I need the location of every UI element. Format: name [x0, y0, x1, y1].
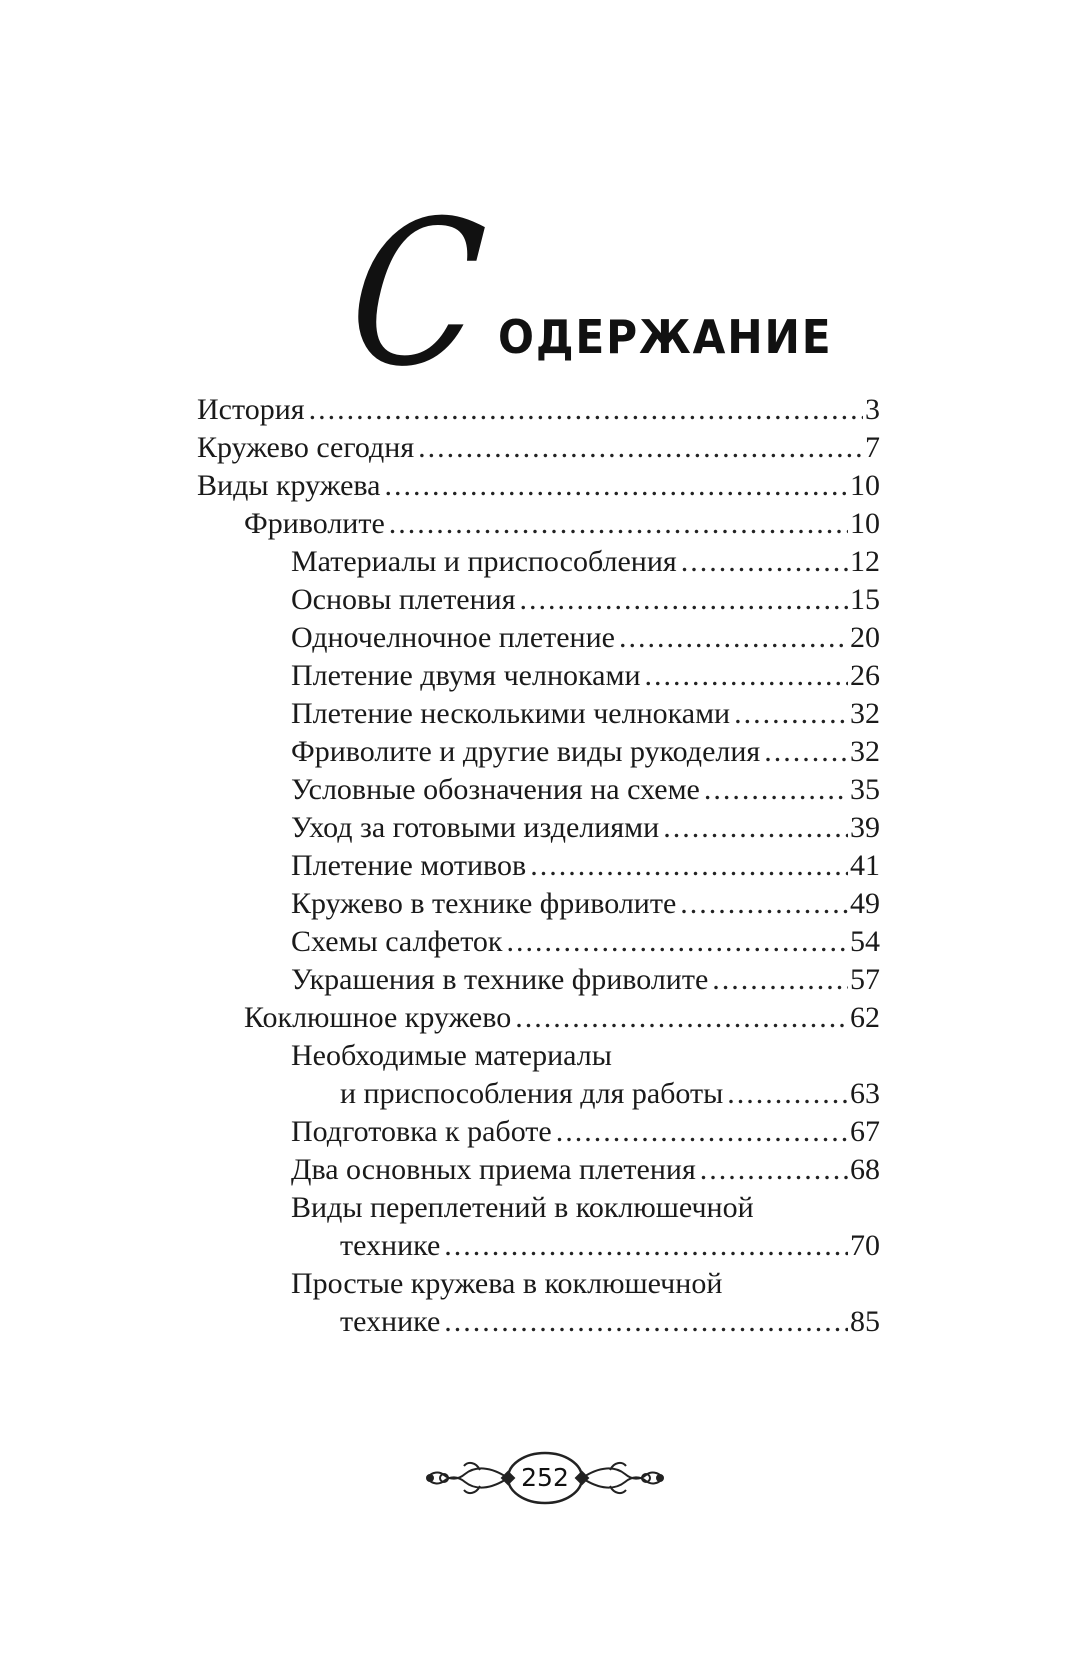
toc-entry-label: История — [197, 393, 305, 426]
toc-entry[interactable] — [291, 580, 880, 620]
toc-entry-label: Украшения в технике фриволите — [291, 963, 709, 996]
toc-leader-dots — [444, 1226, 848, 1266]
toc-entry-page: 26 — [850, 659, 880, 692]
toc-entry-page: 68 — [850, 1153, 880, 1186]
toc-entry-page: 20 — [850, 621, 880, 654]
toc-entry[interactable] — [197, 466, 880, 506]
toc-leader-dots — [681, 542, 848, 582]
toc-entry-label: Виды переплетений в коклюшечной — [291, 1191, 754, 1224]
toc-entry-page: 49 — [850, 887, 880, 920]
toc-leader-dots — [712, 960, 848, 1000]
toc-entry-page: 10 — [850, 469, 880, 502]
toc-entry-label: Плетение двумя челноками — [291, 659, 641, 692]
toc-entry[interactable] — [244, 998, 880, 1038]
toc-entry[interactable] — [291, 732, 880, 772]
toc-leader-dots — [309, 390, 863, 430]
toc-entry-label: Плетение несколькими челноками — [291, 697, 731, 730]
toc-entry-first-line[interactable] — [291, 1036, 880, 1076]
toc-entry-page: 62 — [850, 1001, 880, 1034]
toc-entry-label: технике — [340, 1305, 441, 1338]
toc-entry[interactable] — [197, 428, 880, 468]
toc-leader-dots — [556, 1112, 848, 1152]
toc-entry-page: 85 — [850, 1305, 880, 1338]
toc-entry[interactable] — [291, 656, 880, 696]
toc-leader-dots — [507, 922, 849, 962]
toc-leader-dots — [663, 808, 848, 848]
toc-entry-label: Основы плетения — [291, 583, 516, 616]
toc-entry-page: 32 — [850, 735, 880, 768]
toc-leader-dots — [444, 1302, 848, 1342]
toc-leader-dots — [389, 504, 848, 544]
toc-entry[interactable] — [291, 1112, 880, 1152]
toc-leader-dots — [700, 1150, 848, 1190]
toc-entry-label: Условные обозначения на схеме — [291, 773, 700, 806]
toc-entry-page: 57 — [850, 963, 880, 996]
toc-leader-dots — [619, 618, 848, 658]
toc-entry-label: Коклюшное кружево — [244, 1001, 512, 1034]
toc-entry[interactable] — [291, 884, 880, 924]
toc-entry[interactable] — [291, 846, 880, 886]
title-initial-letter: С — [341, 178, 493, 411]
toc-entry-label: Фриволите — [244, 507, 385, 540]
toc-entry-label: Плетение мотивов — [291, 849, 527, 882]
toc-entry-page: 41 — [850, 849, 880, 882]
toc-entry[interactable] — [340, 1226, 880, 1266]
toc-entry-page: 54 — [850, 925, 880, 958]
toc-entry[interactable] — [197, 390, 880, 430]
toc-entry-page: 3 — [865, 393, 880, 426]
toc-entry-page: 7 — [865, 431, 880, 464]
toc-entry[interactable] — [291, 960, 880, 1000]
toc-entry-label: Схемы салфеток — [291, 925, 503, 958]
toc-leader-dots — [520, 580, 848, 620]
toc-entry-label: Кружево в технике фриволите — [291, 887, 677, 920]
page-number: 252 — [521, 1463, 569, 1492]
toc-entry[interactable] — [340, 1302, 880, 1342]
toc-leader-dots — [645, 656, 849, 696]
toc-entry-page: 39 — [850, 811, 880, 844]
toc-entry-label: технике — [340, 1229, 441, 1262]
toc-entry-page: 12 — [850, 545, 880, 578]
toc-entry-page: 15 — [850, 583, 880, 616]
toc-entry-label: Уход за готовыми изделиями — [291, 811, 660, 844]
page-title — [341, 178, 833, 411]
title-text: ОДЕРЖАНИЕ — [498, 310, 833, 364]
toc-entry-page: 63 — [850, 1077, 880, 1110]
toc-entry-label: Материалы и приспособления — [291, 545, 677, 578]
toc-leader-dots — [530, 846, 848, 886]
toc-entry-label: Одночелночное плетение — [291, 621, 615, 654]
toc-entry-label: Фриволите и другие виды рукоделия — [291, 735, 761, 768]
toc-entry-page: 67 — [850, 1115, 880, 1148]
toc-entry-label: Виды кружева — [197, 469, 381, 502]
toc-entry[interactable] — [291, 808, 880, 848]
toc-leader-dots — [764, 732, 848, 772]
toc-entry[interactable] — [291, 1150, 880, 1190]
toc-entry-label: Простые кружева в коклюшечной — [291, 1267, 723, 1300]
toc-entry-label: Кружево сегодня — [197, 431, 415, 464]
toc-leader-dots — [515, 998, 848, 1038]
toc-leader-dots — [680, 884, 848, 924]
toc-entry[interactable] — [291, 694, 880, 734]
toc-entry[interactable] — [244, 504, 880, 544]
toc-entry-label: Необходимые материалы — [291, 1039, 612, 1072]
toc-entry-page: 10 — [850, 507, 880, 540]
toc-leader-dots — [734, 694, 848, 734]
toc-entry-page: 70 — [850, 1229, 880, 1262]
toc-entry[interactable] — [291, 770, 880, 810]
toc-entry[interactable] — [291, 618, 880, 658]
toc-leader-dots — [385, 466, 848, 506]
toc-entry-label: Два основных приема плетения — [291, 1153, 696, 1186]
toc-entry-label: Подготовка к работе — [291, 1115, 552, 1148]
toc-entry-first-line[interactable] — [291, 1264, 880, 1304]
toc-leader-dots — [727, 1074, 848, 1114]
toc-leader-dots — [704, 770, 848, 810]
toc-leader-dots — [418, 428, 863, 468]
toc-entry-page: 32 — [850, 697, 880, 730]
page-footer — [420, 1448, 670, 1508]
toc-entry-label: и приспособления для работы — [340, 1077, 724, 1110]
toc-entry-first-line[interactable] — [291, 1188, 880, 1228]
toc-entry[interactable] — [340, 1074, 880, 1114]
toc-entry-page: 35 — [850, 773, 880, 806]
toc-entry[interactable] — [291, 542, 880, 582]
toc-entry[interactable] — [291, 922, 880, 962]
